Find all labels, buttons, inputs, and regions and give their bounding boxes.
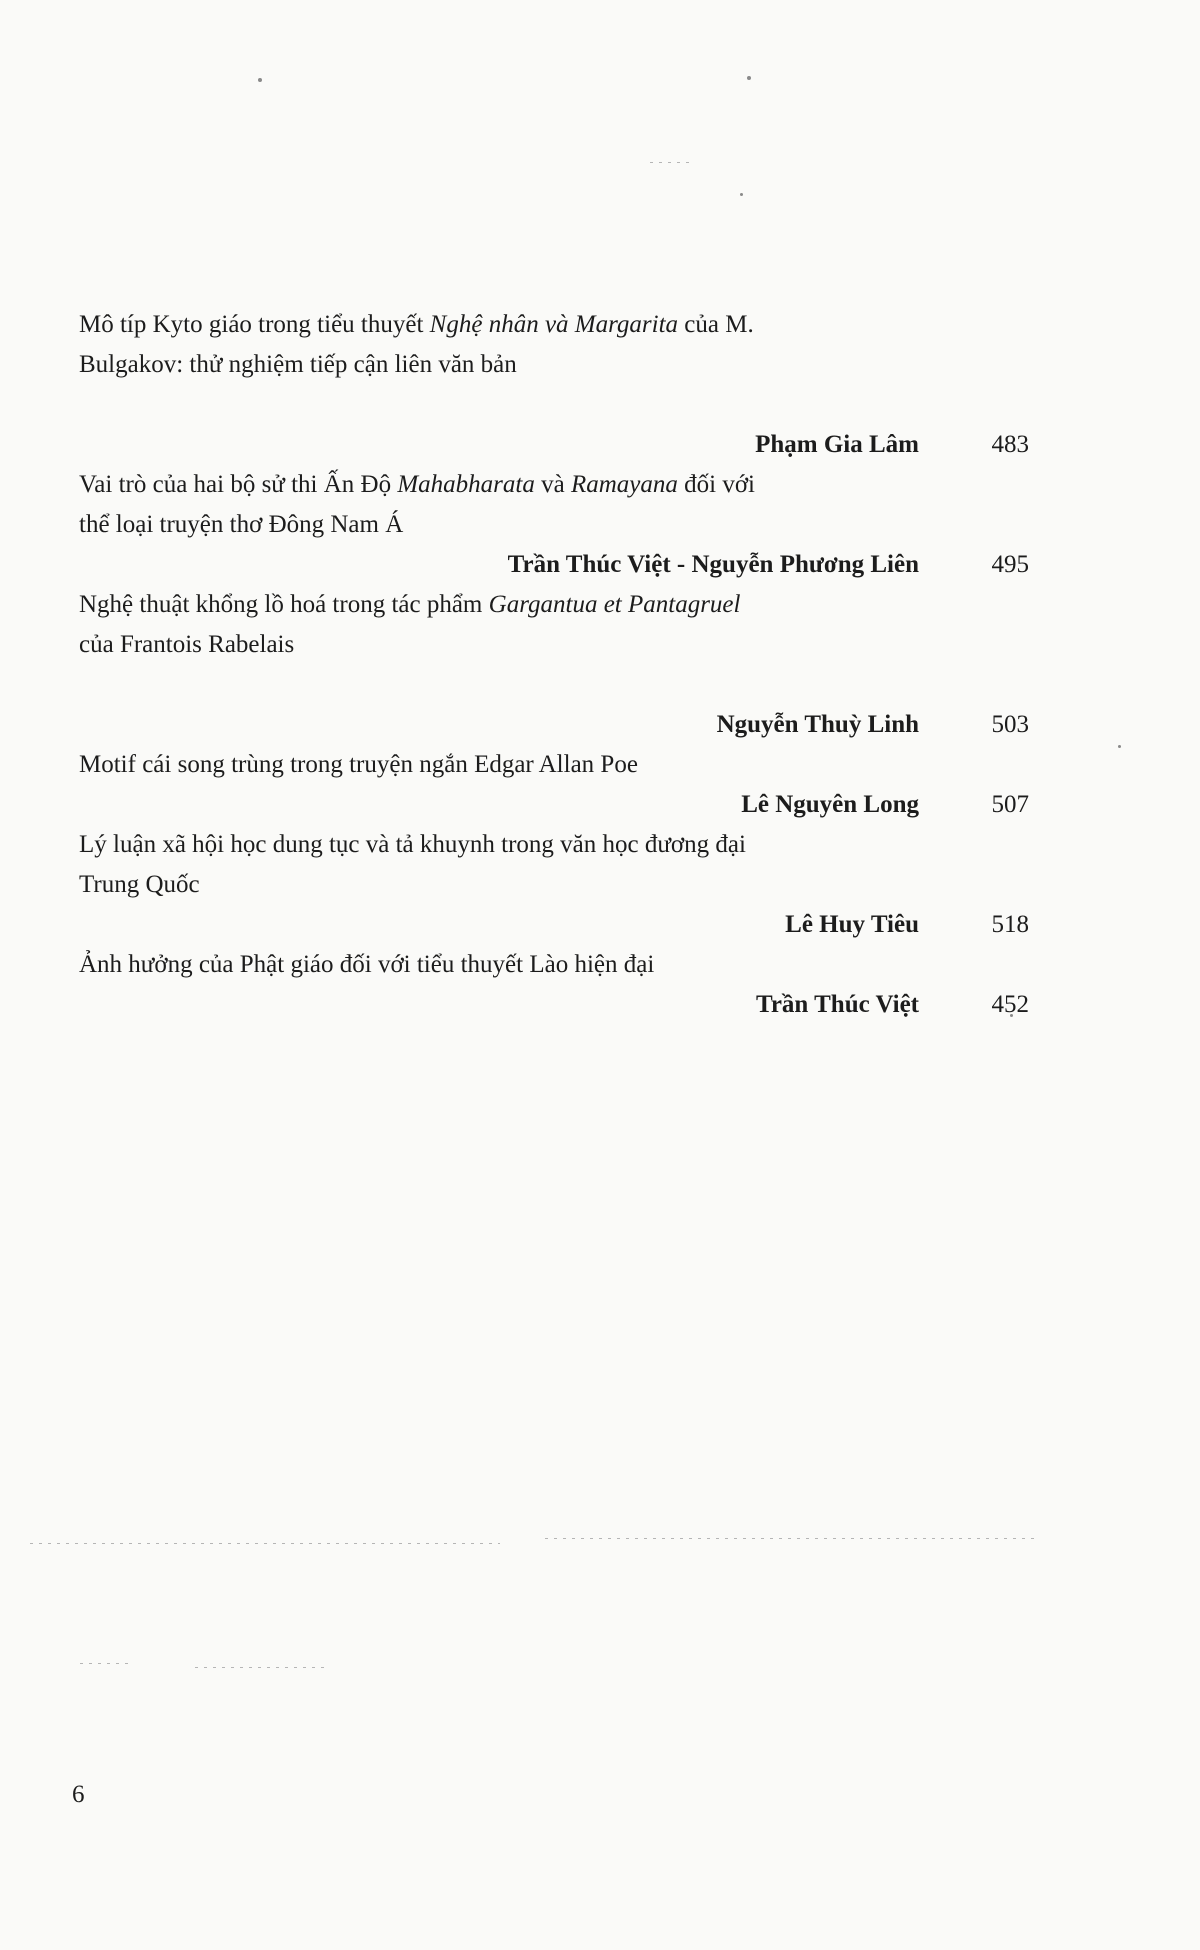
author-row xyxy=(79,985,1029,1025)
title-text: Ảnh hưởng của Phật giáo đối với tiểu thuyết Lào hiện đại xyxy=(79,951,655,978)
entry-title-continued: Trung Quốc xyxy=(79,871,200,898)
entry-author: Phạm Gia Lâm xyxy=(755,431,919,458)
entry-page-number: 507 xyxy=(991,791,1029,818)
scan-noise xyxy=(195,1667,325,1668)
work-title: Nghệ nhân và Margarita xyxy=(429,311,679,338)
title-text: Lý luận xã hội học dung tục và tả khuynh trong văn học đương đại xyxy=(79,831,746,858)
toc-entry xyxy=(79,585,1029,745)
title-text: Vai trò của hai bộ sử thi Ấn Độ xyxy=(79,471,398,498)
title-text: và xyxy=(534,471,571,498)
entry-title-continued: Bulgakov: thử nghiệm tiếp cận liên văn bản xyxy=(79,351,517,378)
scan-speck xyxy=(747,76,751,80)
spacer xyxy=(79,665,1029,705)
author-row xyxy=(79,785,1029,825)
author-row xyxy=(79,425,1029,465)
toc-entry xyxy=(79,745,1029,825)
title-text: Motif cái song trùng trong truyện ngắn Edgar Allan Poe xyxy=(79,751,638,778)
author-row xyxy=(79,545,1029,585)
entry-author: Trần Thúc Việt xyxy=(756,991,919,1018)
scan-noise xyxy=(30,1543,500,1544)
entry-page-number: 483 xyxy=(991,431,1029,458)
toc-entry xyxy=(79,465,1029,585)
entry-author: Nguyễn Thuỳ Linh xyxy=(716,711,919,738)
entry-title xyxy=(79,465,919,505)
entry-page-number: 518 xyxy=(991,911,1029,938)
entry-author: Trần Thúc Việt - Nguyễn Phương Liên xyxy=(507,551,919,578)
toc-entry xyxy=(79,825,1029,945)
title-text: của M. xyxy=(678,311,754,338)
title-text: Mô típ Kyto giáo trong tiểu thuyết xyxy=(79,311,430,338)
table-of-contents xyxy=(79,305,1029,1025)
scan-speck xyxy=(1118,745,1121,748)
toc-entry xyxy=(79,945,1029,1025)
entry-author: Lê Huy Tiêu xyxy=(785,911,919,938)
entry-title xyxy=(79,745,919,785)
work-title: Gargantua et Pantagruel xyxy=(488,591,741,618)
work-title: Mahabharata xyxy=(397,471,535,498)
toc-entry xyxy=(79,305,1029,465)
entry-title xyxy=(79,305,919,345)
entry-title xyxy=(79,585,919,625)
entry-page-number: 495 xyxy=(991,551,1029,578)
spacer xyxy=(79,385,1029,425)
entry-title xyxy=(79,945,919,985)
scan-noise xyxy=(80,1663,130,1664)
page-number: 6 xyxy=(72,1781,85,1808)
entry-page-number: 452 xyxy=(991,991,1029,1018)
entry-page-number: 503 xyxy=(991,711,1029,738)
title-text: Nghệ thuật khổng lồ hoá trong tác phẩm xyxy=(79,591,489,618)
title-text: đối với xyxy=(677,471,756,498)
scan-noise xyxy=(650,162,690,163)
author-row xyxy=(79,905,1029,945)
entry-author: Lê Nguyên Long xyxy=(741,791,919,818)
scan-noise xyxy=(545,1538,1035,1539)
work-title: Ramayana xyxy=(570,471,678,498)
scan-speck xyxy=(258,78,262,82)
scan-speck xyxy=(740,193,743,196)
entry-title xyxy=(79,825,919,865)
entry-title-continued: của Frantois Rabelais xyxy=(79,631,295,658)
entry-title-continued: thể loại truyện thơ Đông Nam Á xyxy=(79,511,404,538)
author-row xyxy=(79,705,1029,745)
